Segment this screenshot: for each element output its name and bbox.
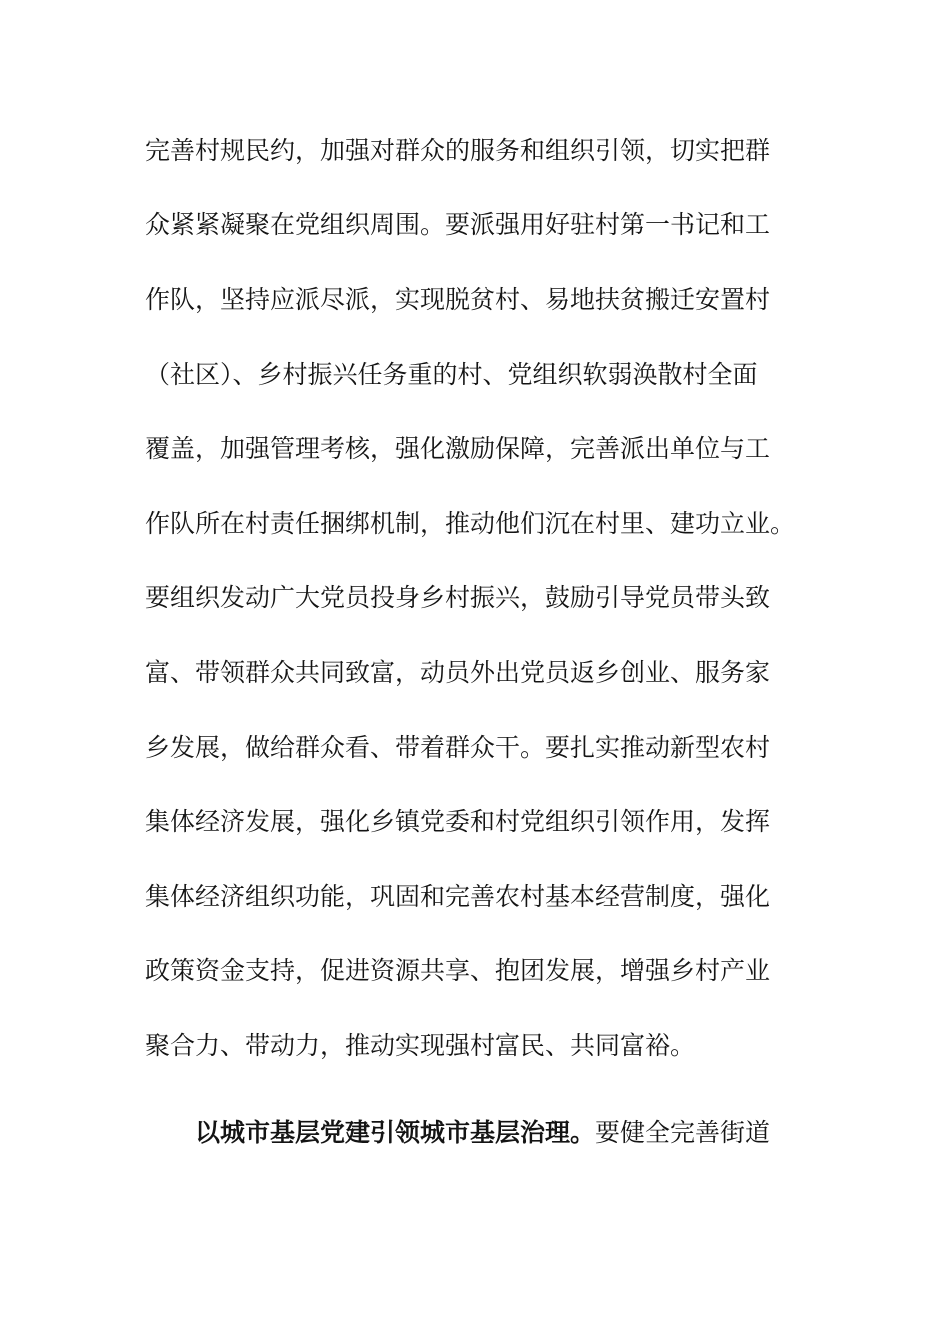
next-paragraph-line bbox=[195, 1113, 895, 1153]
paragraph-line: 富、带领群众共同致富，动员外出党员返乡创业、服务家 bbox=[145, 658, 771, 687]
paragraph-text: 要健全完善街道 bbox=[595, 1118, 771, 1147]
paragraph-line: 众紧紧凝聚在党组织周围。要派强用好驻村第一书记和工 bbox=[145, 210, 771, 239]
paragraph-line: 聚合力、带动力，推动实现强村富民、共同富裕。 bbox=[145, 1031, 696, 1060]
paragraph-line: 集体经济组织功能，巩固和完善农村基本经营制度，强化 bbox=[145, 882, 771, 911]
paragraph-line: 集体经济发展，强化乡镇党委和村党组织引领作用，发挥 bbox=[145, 807, 771, 836]
section-heading: 以城市基层党建引领城市基层治理。 bbox=[195, 1118, 596, 1147]
paragraph-line: 覆盖，加强管理考核，强化激励保障，完善派出单位与工 bbox=[145, 434, 771, 463]
paragraph-line: （社区）、乡村振兴任务重的村、党组织软弱涣散村全面 bbox=[145, 360, 758, 389]
paragraph-line: 作队所在村责任捆绑机制，推动他们沉在村里、建功立业。 bbox=[145, 509, 796, 538]
paragraph-line: 完善村规民约，加强对群众的服务和组织引领，切实把群 bbox=[145, 136, 771, 165]
paragraph-line: 乡发展，做给群众看、带着群众干。要扎实推动新型农村 bbox=[145, 733, 771, 762]
paragraph-line: 要组织发动广大党员投身乡村振兴，鼓励引导党员带头致 bbox=[145, 583, 771, 612]
paragraph-line: 政策资金支持，促进资源共享、抱团发展，增强乡村产业 bbox=[145, 956, 771, 985]
paragraph-line: 作队，坚持应派尽派，实现脱贫村、易地扶贫搬迁安置村 bbox=[145, 285, 771, 314]
